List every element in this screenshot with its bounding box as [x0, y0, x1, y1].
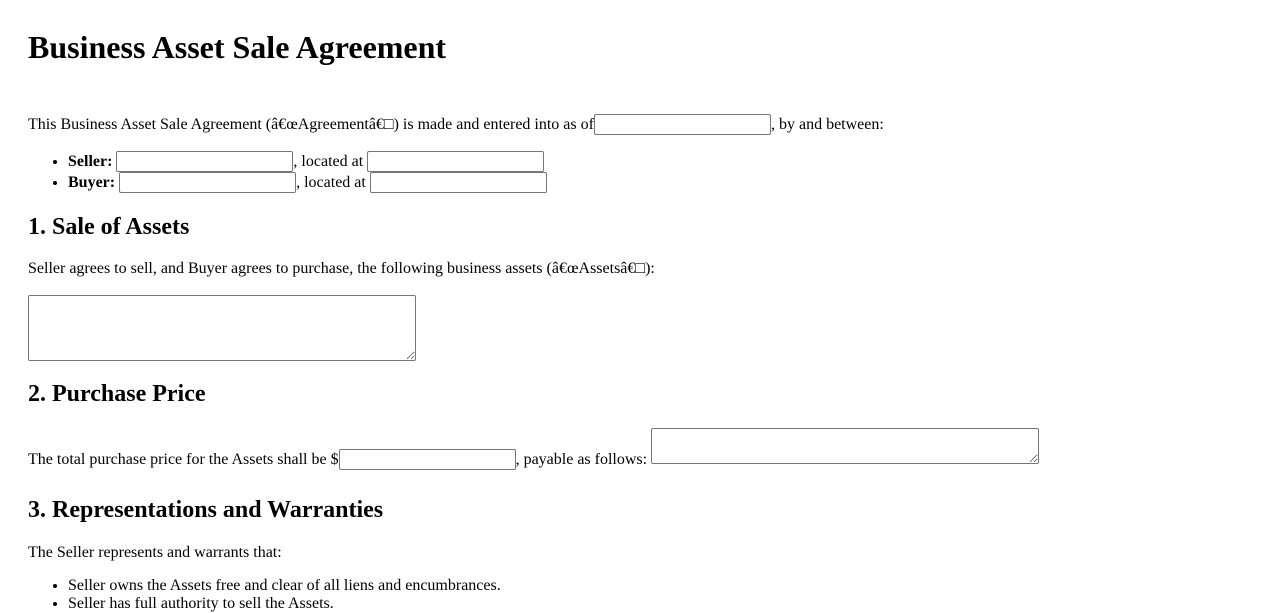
section-1-heading: 1. Sale of Assets: [28, 214, 190, 240]
buyer-address-field[interactable]: [370, 172, 547, 193]
buyer-name-field[interactable]: [119, 172, 296, 193]
intro-text: This Business Asset Sale Agreement (â€œAgreementâ€□) is made and entered into as of: [28, 116, 594, 133]
seller-label: Seller:: [68, 153, 113, 170]
parties-list: [28, 151, 1250, 193]
seller-name-field[interactable]: [116, 151, 293, 172]
purchase-price-field[interactable]: [339, 449, 516, 470]
page-title: Business Asset Sale Agreement: [28, 29, 447, 65]
section-1-text: Seller agrees to sell, and Buyer agrees to purchase, the following business assets (â€œAssetsâ€□):: [28, 260, 655, 277]
warranty-item: • Seller has full authority to sell the Assets.: [68, 595, 1250, 613]
buyer-located-text: , located at: [296, 174, 366, 191]
section-3-heading: 3. Representations and Warranties: [28, 497, 384, 523]
buyer-item: [68, 172, 1250, 193]
warranty-item: • Seller owns the Assets free and clear of all liens and encumbrances.: [68, 577, 1250, 595]
section-3-text: The Seller represents and warrants that:: [28, 544, 282, 561]
assets-textarea[interactable]: [28, 295, 416, 361]
purchase-price-text: The total purchase price for the Assets shall be $: [28, 451, 339, 468]
warranties-list: [28, 577, 1250, 613]
agreement-date-field[interactable]: [594, 114, 771, 135]
payable-text: , payable as follows:: [515, 451, 648, 468]
section-2-heading: 2. Purchase Price: [28, 381, 206, 407]
seller-address-field[interactable]: [367, 151, 544, 172]
seller-item: [68, 151, 1250, 172]
purchase-price-paragraph: [28, 428, 1250, 479]
buyer-label: Buyer:: [68, 174, 116, 191]
intro-text-end: , by and between:: [770, 116, 884, 133]
intro-paragraph: [28, 114, 1250, 135]
payment-terms-textarea[interactable]: [651, 428, 1039, 464]
seller-located-text: , located at: [293, 153, 364, 170]
